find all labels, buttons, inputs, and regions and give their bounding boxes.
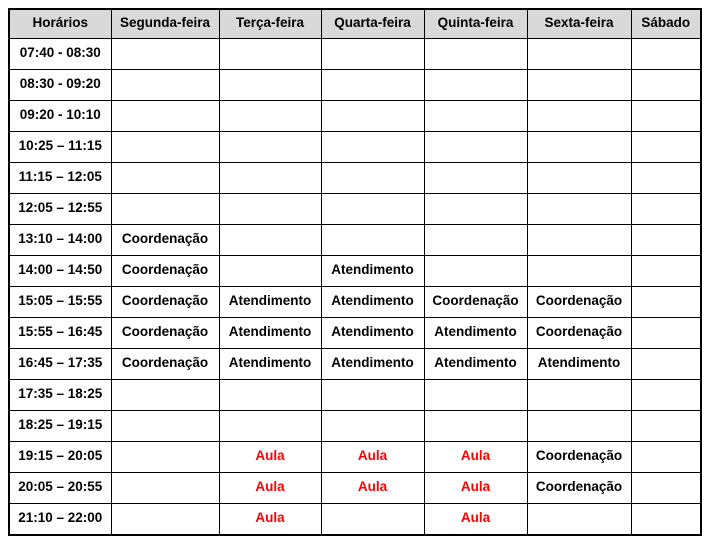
- schedule-cell: [111, 380, 219, 411]
- schedule-cell: [424, 70, 527, 101]
- schedule-cell: [321, 163, 424, 194]
- schedule-cell: Coordenação: [527, 287, 631, 318]
- schedule-cell: [527, 225, 631, 256]
- schedule-cell: Atendimento: [321, 349, 424, 380]
- schedule-cell: Coordenação: [111, 256, 219, 287]
- schedule-cell: [631, 411, 701, 442]
- time-cell: 10:25 – 11:15: [9, 132, 111, 163]
- schedule-cell: [631, 473, 701, 504]
- schedule-cell: [111, 163, 219, 194]
- table-row: [9, 163, 701, 194]
- time-cell: 13:10 – 14:00: [9, 225, 111, 256]
- schedule-cell: [631, 101, 701, 132]
- schedule-cell: [321, 225, 424, 256]
- schedule-cell: [424, 194, 527, 225]
- table-row: [9, 504, 701, 536]
- time-cell: 11:15 – 12:05: [9, 163, 111, 194]
- time-cell: 19:15 – 20:05: [9, 442, 111, 473]
- schedule-cell: [321, 70, 424, 101]
- schedule-cell: Atendimento: [219, 318, 321, 349]
- schedule-cell: [219, 256, 321, 287]
- schedule-cell: [631, 163, 701, 194]
- schedule-cell: [219, 411, 321, 442]
- schedule-cell: [527, 504, 631, 536]
- table-row: [9, 318, 701, 349]
- schedule-cell: [424, 411, 527, 442]
- table-row: [9, 70, 701, 101]
- header-row: [9, 9, 701, 39]
- schedule-cell: Aula: [424, 442, 527, 473]
- schedule-cell: [424, 225, 527, 256]
- column-header-day: Sexta-feira: [527, 9, 631, 39]
- schedule-cell: Aula: [219, 473, 321, 504]
- schedule-cell: [424, 163, 527, 194]
- table-row: [9, 225, 701, 256]
- schedule-cell: [631, 349, 701, 380]
- schedule-cell: [321, 132, 424, 163]
- schedule-cell: [527, 194, 631, 225]
- table-row: [9, 442, 701, 473]
- time-cell: 17:35 – 18:25: [9, 380, 111, 411]
- schedule-cell: [527, 39, 631, 70]
- schedule-cell: Aula: [424, 473, 527, 504]
- table-row: [9, 349, 701, 380]
- schedule-cell: [631, 225, 701, 256]
- schedule-cell: [219, 101, 321, 132]
- column-header-day: Quarta-feira: [321, 9, 424, 39]
- schedule-cell: [527, 70, 631, 101]
- schedule-cell: [424, 380, 527, 411]
- schedule-cell: [631, 318, 701, 349]
- schedule-cell: [111, 194, 219, 225]
- table-row: [9, 39, 701, 70]
- schedule-cell: Aula: [424, 504, 527, 536]
- schedule-cell: [111, 39, 219, 70]
- schedule-cell: [219, 194, 321, 225]
- time-cell: 12:05 – 12:55: [9, 194, 111, 225]
- schedule-cell: [631, 256, 701, 287]
- schedule-cell: Coordenação: [111, 349, 219, 380]
- schedule-cell: [631, 287, 701, 318]
- column-header-day: Sábado: [631, 9, 701, 39]
- schedule-cell: [424, 256, 527, 287]
- schedule-cell: Coordenação: [111, 287, 219, 318]
- schedule-cell: [219, 225, 321, 256]
- schedule-cell: Aula: [219, 504, 321, 536]
- schedule-cell: Coordenação: [424, 287, 527, 318]
- time-cell: 15:05 – 15:55: [9, 287, 111, 318]
- schedule-cell: [527, 380, 631, 411]
- table-row: [9, 380, 701, 411]
- schedule-cell: [631, 39, 701, 70]
- schedule-cell: [111, 101, 219, 132]
- table-row: [9, 411, 701, 442]
- schedule-cell: Aula: [219, 442, 321, 473]
- schedule-cell: Atendimento: [424, 349, 527, 380]
- table-row: [9, 256, 701, 287]
- table-row: [9, 473, 701, 504]
- schedule-cell: [111, 442, 219, 473]
- table-row: [9, 287, 701, 318]
- schedule-cell: [527, 101, 631, 132]
- table-row: [9, 101, 701, 132]
- schedule-cell: Atendimento: [321, 256, 424, 287]
- time-cell: 21:10 – 22:00: [9, 504, 111, 536]
- column-header-day: Quinta-feira: [424, 9, 527, 39]
- schedule-cell: [219, 132, 321, 163]
- schedule-cell: [111, 70, 219, 101]
- schedule-cell: Coordenação: [527, 473, 631, 504]
- schedule-cell: [321, 411, 424, 442]
- schedule-cell: Atendimento: [321, 318, 424, 349]
- time-cell: 18:25 – 19:15: [9, 411, 111, 442]
- schedule-cell: [219, 70, 321, 101]
- schedule-cell: [631, 70, 701, 101]
- schedule-cell: [631, 442, 701, 473]
- table-row: [9, 132, 701, 163]
- schedule-cell: Atendimento: [219, 349, 321, 380]
- column-header-time: Horários: [9, 9, 111, 39]
- schedule-cell: [424, 101, 527, 132]
- time-cell: 09:20 - 10:10: [9, 101, 111, 132]
- table-row: [9, 194, 701, 225]
- schedule-cell: [631, 504, 701, 536]
- schedule-cell: [111, 411, 219, 442]
- schedule-cell: [631, 380, 701, 411]
- schedule-cell: Coordenação: [111, 225, 219, 256]
- schedule-cell: [321, 380, 424, 411]
- schedule-cell: Atendimento: [219, 287, 321, 318]
- schedule-cell: [527, 256, 631, 287]
- schedule-cell: [424, 39, 527, 70]
- time-cell: 14:00 – 14:50: [9, 256, 111, 287]
- time-cell: 07:40 - 08:30: [9, 39, 111, 70]
- time-cell: 08:30 - 09:20: [9, 70, 111, 101]
- schedule-cell: [219, 163, 321, 194]
- schedule-cell: [321, 194, 424, 225]
- schedule-cell: [219, 39, 321, 70]
- time-cell: 15:55 – 16:45: [9, 318, 111, 349]
- schedule-cell: [111, 132, 219, 163]
- schedule-cell: [527, 411, 631, 442]
- schedule-table: [8, 8, 702, 536]
- schedule-cell: [321, 39, 424, 70]
- schedule-cell: [321, 504, 424, 536]
- schedule-cell: [111, 473, 219, 504]
- schedule-cell: [424, 132, 527, 163]
- schedule-cell: Atendimento: [527, 349, 631, 380]
- schedule-cell: Coordenação: [111, 318, 219, 349]
- schedule-cell: [631, 132, 701, 163]
- schedule-cell: [527, 163, 631, 194]
- schedule-cell: Coordenação: [527, 442, 631, 473]
- column-header-day: Terça-feira: [219, 9, 321, 39]
- schedule-cell: Atendimento: [321, 287, 424, 318]
- schedule-cell: [527, 132, 631, 163]
- schedule-cell: Aula: [321, 442, 424, 473]
- schedule-cell: [321, 101, 424, 132]
- column-header-day: Segunda-feira: [111, 9, 219, 39]
- schedule-cell: [219, 380, 321, 411]
- time-cell: 16:45 – 17:35: [9, 349, 111, 380]
- schedule-cell: Aula: [321, 473, 424, 504]
- schedule-cell: [631, 194, 701, 225]
- schedule-cell: Coordenação: [527, 318, 631, 349]
- schedule-cell: Atendimento: [424, 318, 527, 349]
- schedule-cell: [111, 504, 219, 536]
- time-cell: 20:05 – 20:55: [9, 473, 111, 504]
